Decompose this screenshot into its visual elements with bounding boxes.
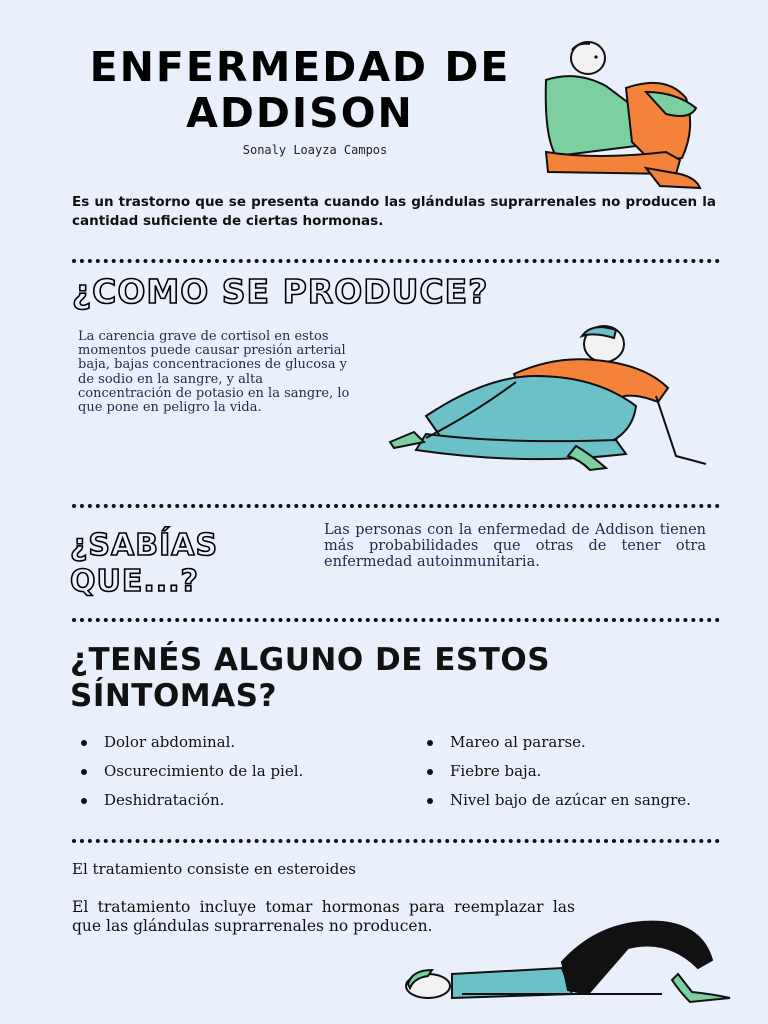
author-name: Sonaly Loayza Campos [242,143,388,157]
como-heading: ¿COMO SE PRODUCE? [72,272,489,311]
sintomas-heading: ¿TENÉS ALGUNO DE ESTOS SÍNTOMAS? [70,642,551,714]
divider [72,839,720,843]
divider [72,259,720,263]
list-item: Deshidratación. [74,789,364,811]
list-item: Dolor abdominal. [74,731,364,753]
list-item: Oscurecimiento de la piel. [74,760,364,782]
symptom-list-left [74,731,364,818]
como-text: La carencia grave de cortisol en estos momentos puede causar presión arterial baja, bajas concentraciones de glucosa y de sodio en la sangre, y alta concentración de potasio en la sangre, lo que pone en peligro la vida. [78,329,350,416]
divider [72,504,720,508]
sabias-text: Las personas con la enfermedad de Addison tienen más probabilidades que otras de tener otra enfermedad autoinmunitaria. [324,522,706,570]
symptom-list-right [420,731,720,818]
treatment-detail: El tratamiento incluye tomar hormonas para reemplazar las que las glándulas suprarrenales no producen. [72,898,575,935]
reclining-woman-illustration [386,322,716,474]
sabias-heading: ¿SABÍAS QUE...? [70,528,219,599]
intro-text: Es un trastorno que se presenta cuando las glándulas suprarrenales no producen la cantidad suficiente de ciertas hormonas. [72,194,716,229]
list-item: Fiebre baja. [420,760,720,782]
treatment-summary: El tratamiento consiste en esteroides [72,860,356,878]
divider [72,618,720,622]
sitting-man-illustration [536,40,711,192]
list-item: Nivel bajo de azúcar en sangre. [420,789,720,811]
page-title: ENFERMEDAD DE ADDISON [89,43,511,137]
lying-person-illustration [402,918,742,1004]
list-item: Mareo al pararse. [420,731,720,753]
